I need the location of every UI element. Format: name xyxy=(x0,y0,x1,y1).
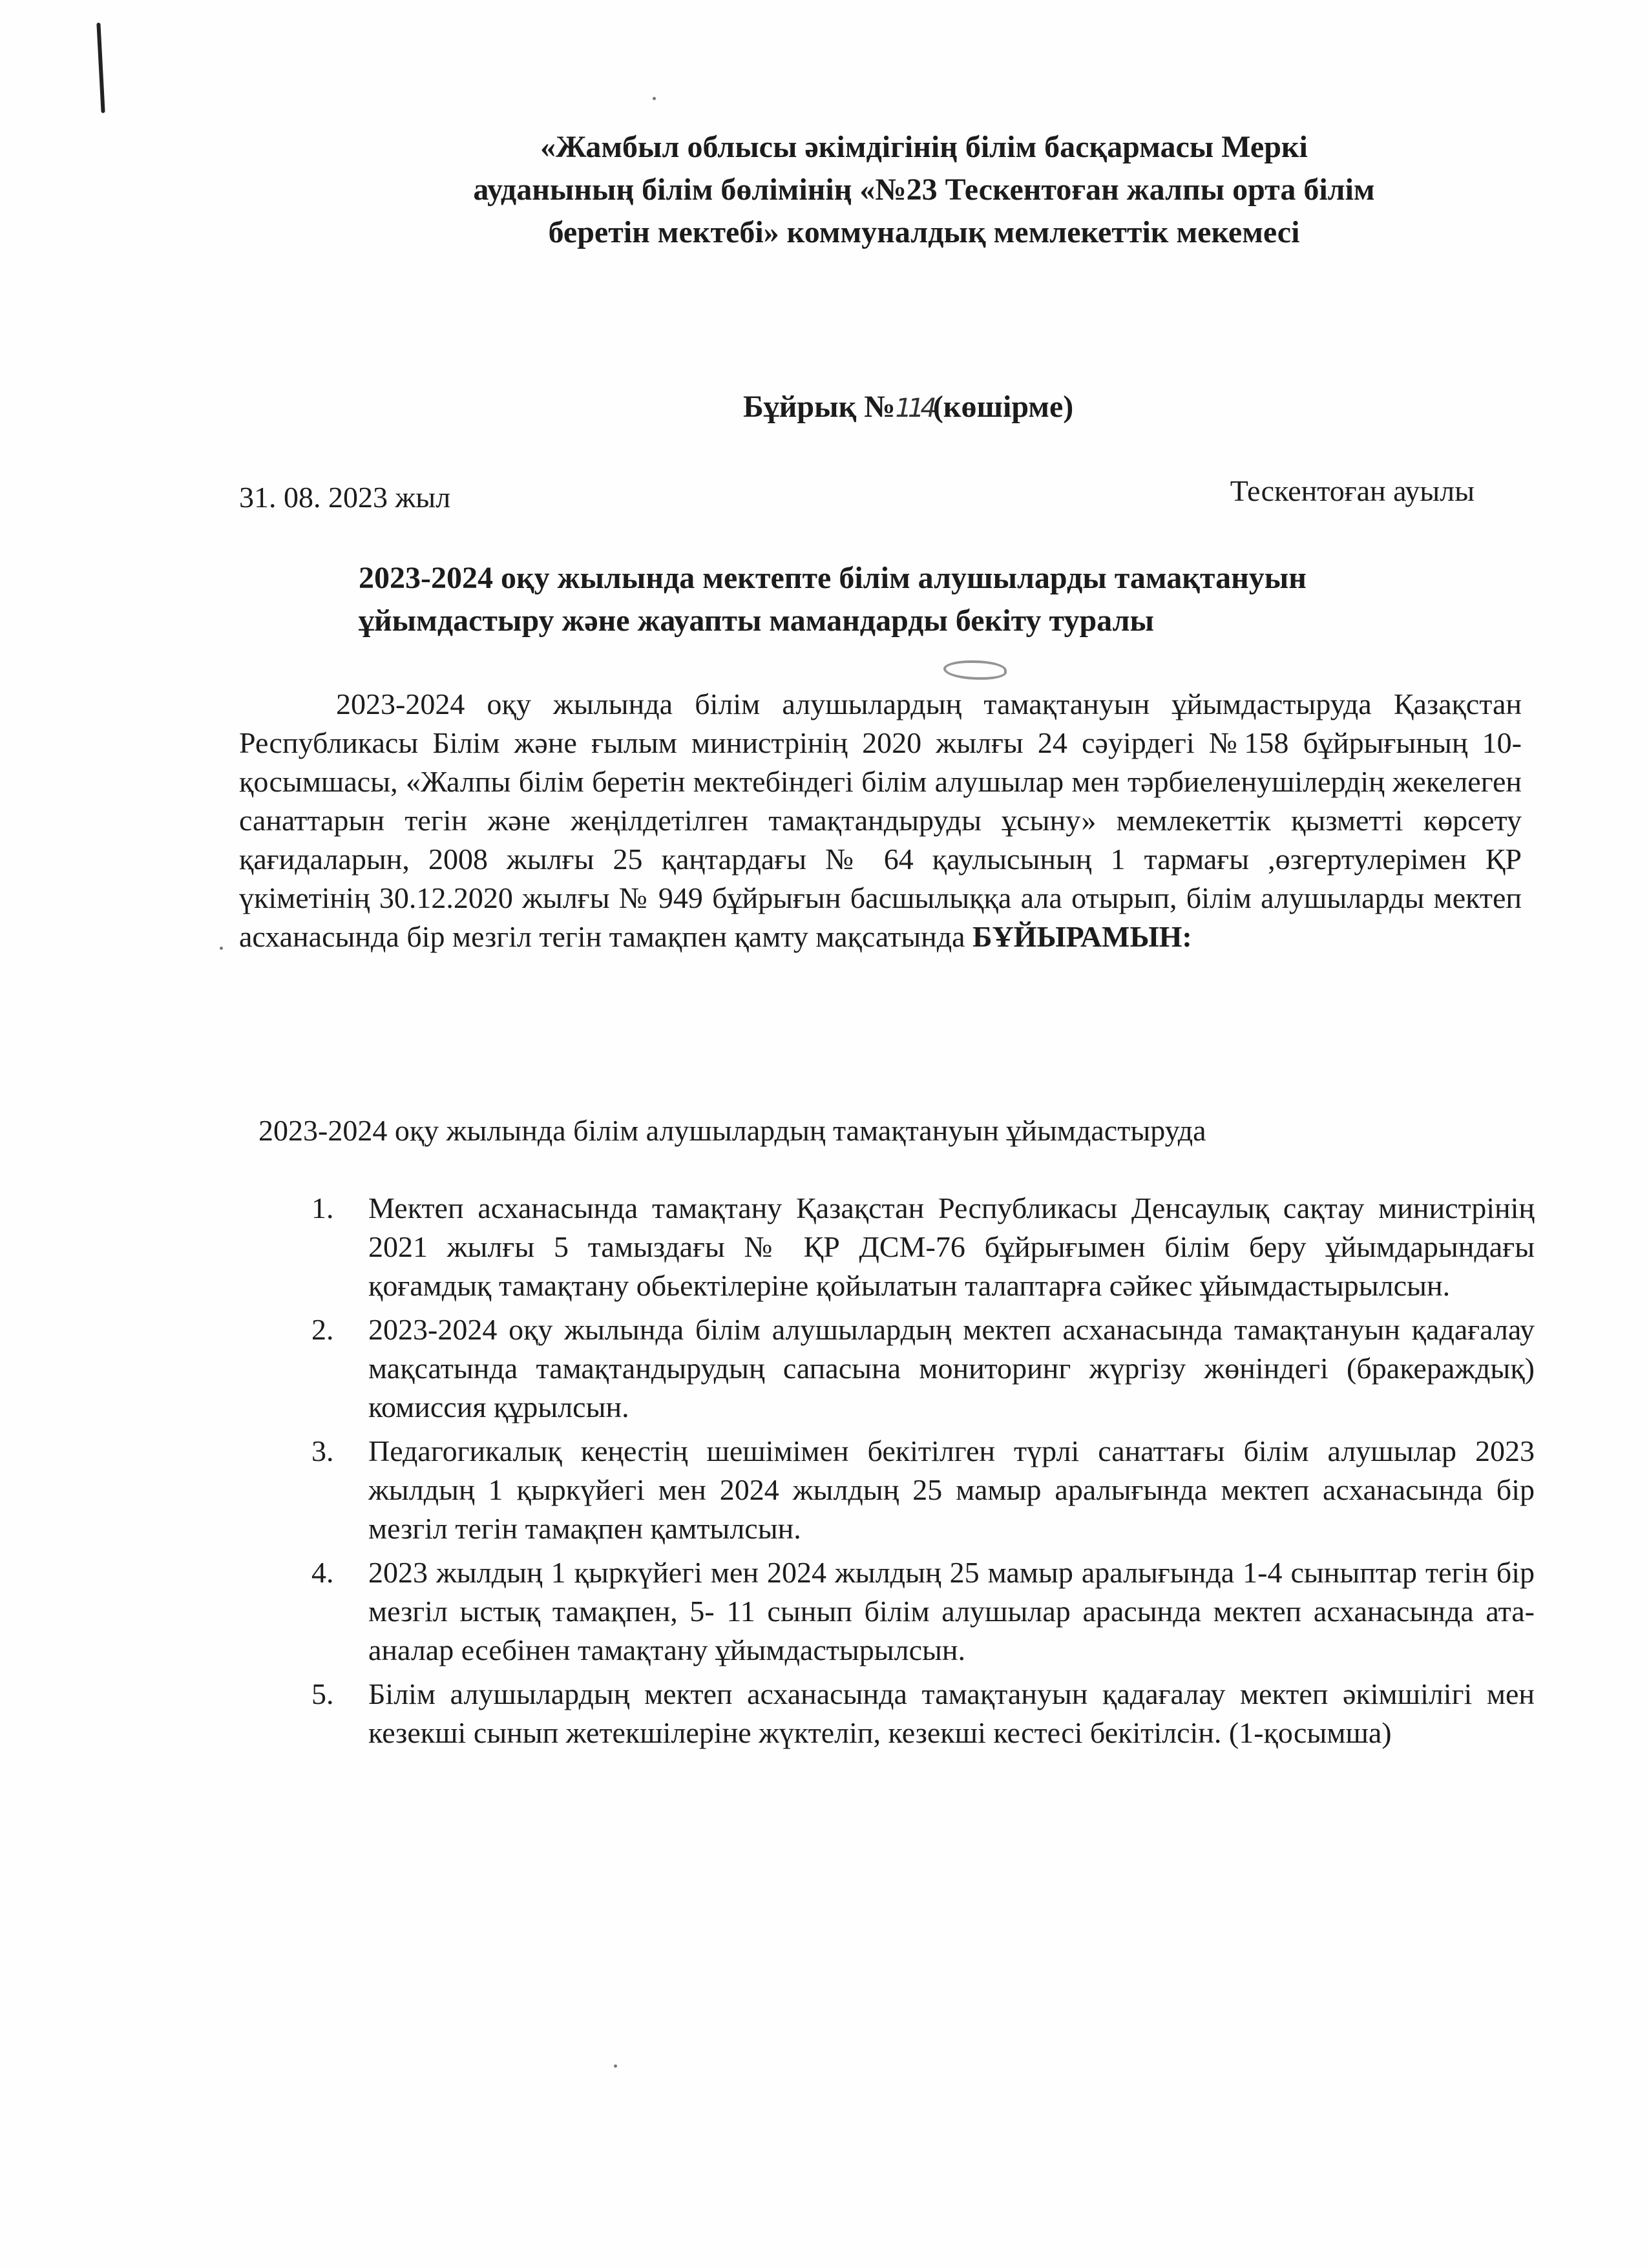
order-items-list xyxy=(304,1189,1535,1758)
scan-speck xyxy=(220,947,223,950)
header-line: ауданының білім бөлімінің «№23 Тескентоған жалпы орта білім xyxy=(473,173,1375,207)
list-item xyxy=(304,1310,1535,1427)
order-title-label: Бұйрық № xyxy=(743,390,896,424)
order-place: Тескентоған ауылы xyxy=(1230,474,1475,507)
command-word: БҰЙЫРАМЫН: xyxy=(972,920,1192,953)
order-date: 31. 08. 2023 жыл xyxy=(239,481,451,514)
list-item-text: Мектеп асханасында тамақтану Қазақстан Республикасы Денсаулық сақтау министрінің 2021 жылғы 5 тамыздағы № ҚР ДСМ-76 бұйрығымен білім беру ұйымдарындағы қоғамдық тамақтану обьектілеріне қойылатын талаптарға сәйкес ұйымдастырылсын. xyxy=(368,1192,1535,1302)
handwritten-order-number: 114 xyxy=(895,394,933,423)
list-item xyxy=(304,1675,1535,1752)
subject-line: ұйымдастыру және жауапты мамандарды бекіту туралы xyxy=(359,604,1154,638)
list-lead-sentence: 2023-2024 оқу жылында білім алушылардың тамақтануын ұйымдастыруда xyxy=(258,1114,1206,1147)
list-item-text: Педагогикалық кеңестің шешімімен бекітілген түрлі санаттағы білім алушылар 2023 жылдың 1 қыркүйегі мен 2024 жылдың 25 мамыр аралығында мектеп асханасында бір мезгіл тегін тамақпен қамтылсын. xyxy=(368,1434,1535,1545)
order-title xyxy=(743,388,1195,428)
scan-speck xyxy=(614,2064,617,2068)
ink-smudge xyxy=(943,660,1007,680)
order-copy-note: (көшірме) xyxy=(932,390,1074,424)
scan-speck xyxy=(653,97,656,100)
list-item-number: 4. xyxy=(311,1556,334,1589)
institution-header xyxy=(362,126,1486,254)
header-line: беретін мектебі» коммуналдық мемлекеттік мекемесі xyxy=(548,215,1300,249)
order-subject xyxy=(359,557,1535,642)
preamble-text: 2023-2024 оқу жылында білім алушылардың тамақтануын ұйымдастыруда Қазақстан Республикасы Білім және ғылым министрінің 2020 жылғы 24 сәуірдегі №158 бұйрығының 10-қосымшасы, «Жалпы білім беретін мектебіндегі білім алушылар мен тәрбиеленушілердің жекелеген санаттарын тегін және жеңілдетілген тамақтандыруды ұсыну» мемлекеттік қызметті көрсету қағидаларын, 2008 жылғы 25 қаңтардағы № 64 қаулысының 1 тармағы ,өзгертулерімен ҚР үкіметінің 30.12.2020 жылғы № 949 бұйрығын басшылыққа ала отырып, білім алушыларды мектеп асханасында бір мезгіл тегін тамақпен қамту мақсатында xyxy=(239,688,1522,953)
list-item-number: 3. xyxy=(311,1434,334,1467)
list-item-text: 2023-2024 оқу жылында білім алушылардың мектеп асханасында тамақтануын қадағалау мақсатында тамақтандырудың сапасына мониторинг жүргізу жөніндегі (бракераждық) комиссия құрылсын. xyxy=(368,1313,1535,1423)
list-item-text: Білім алушылардың мектеп асханасында тамақтануын қадағалау мектеп әкімшілігі мен кезекші сынып жетекшілеріне жүктеліп, кезекші кестесі бекітілсін. (1-қосымша) xyxy=(368,1677,1535,1749)
header-line: «Жамбыл облысы әкімдігінің білім басқармасы Меркі xyxy=(540,130,1308,164)
list-item xyxy=(304,1189,1535,1305)
list-item-number: 5. xyxy=(311,1677,334,1710)
preamble-paragraph xyxy=(239,685,1522,956)
list-item xyxy=(304,1553,1535,1670)
scan-margin-mark xyxy=(96,23,105,113)
list-item-number: 2. xyxy=(311,1313,334,1346)
list-item-number: 1. xyxy=(311,1192,334,1224)
list-item-text: 2023 жылдың 1 қыркүйегі мен 2024 жылдың 25 мамыр аралығында 1-4 сыныптар тегін бір мезгіл ыстық тамақпен, 5- 11 сынып білім алушылар арасында мектеп асханасында ата-аналар есебінен тамақтану ұйымдастырылсын. xyxy=(368,1556,1535,1666)
subject-line: 2023-2024 оқу жылында мектепте білім алушыларды тамақтануын xyxy=(359,561,1307,595)
list-item xyxy=(304,1432,1535,1548)
